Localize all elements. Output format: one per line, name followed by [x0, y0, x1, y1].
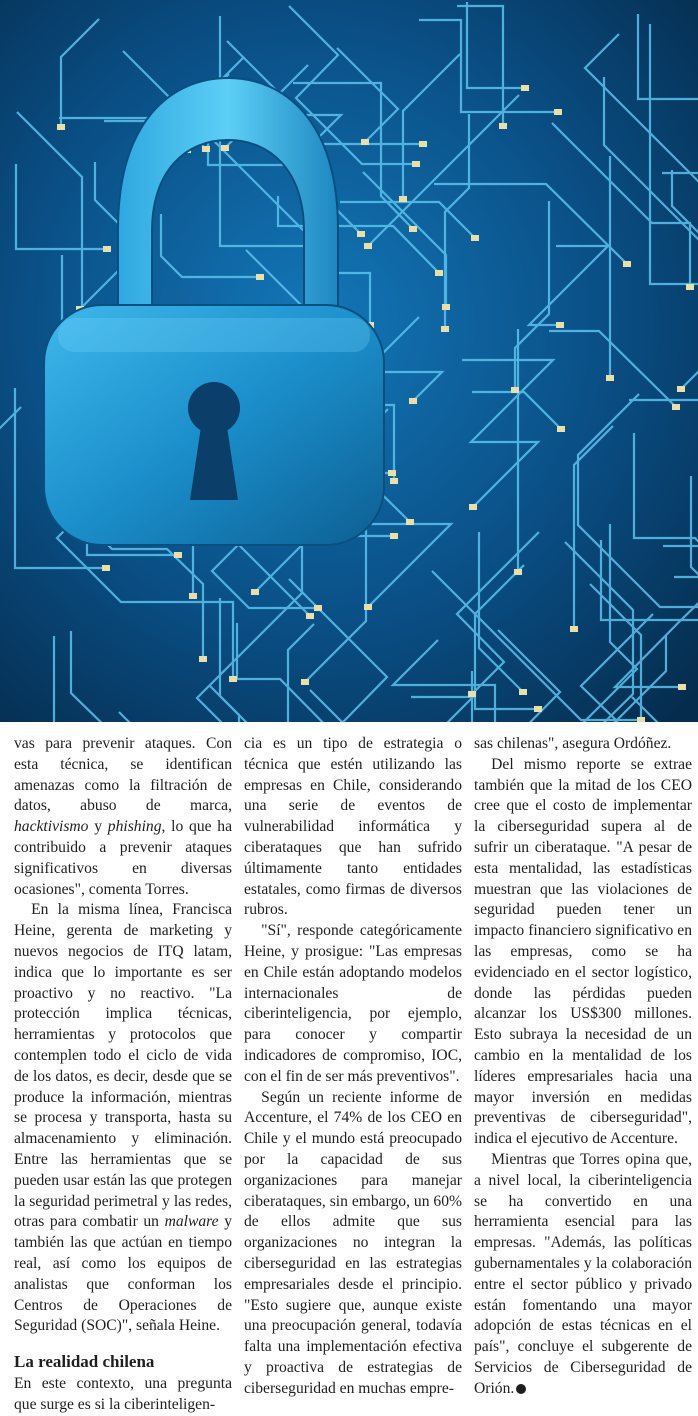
circuit-pad: [103, 246, 111, 252]
circuit-pad: [256, 274, 264, 280]
article-columns: [14, 734, 692, 1416]
circuit-pad: [412, 161, 420, 167]
circuit-pad: [306, 613, 314, 619]
circuit-pad: [534, 706, 542, 712]
circuit-pad: [409, 226, 417, 232]
paragraph: Mientras que Torres opina que, a nivel local, la ciberinteligencia se ha convertido en una herramienta esencial para las empresas. "Además, las políticas gubernamentales y la colaboración entre el sector público y privado están fomentando una mayor adopción de estas técnicas en el país", concluye el subgerente de Servicios de Ciberseguridad de Orión. P: [474, 1150, 692, 1397]
circuit-pad: [672, 404, 680, 410]
circuit-pad: [409, 398, 417, 404]
circuit-pad: [686, 284, 694, 290]
circuit-pad: [471, 235, 479, 241]
column-1: [14, 734, 232, 1416]
circuit-pad: [102, 565, 110, 571]
subheading: La realidad chilena: [14, 1352, 155, 1372]
paragraph: cia es un tipo de estrategia o técnica que estén utilizando las empresas en Chile, considerando una serie de eventos de vulnerabilidad informática y ciberataques que han sufrido últimamente tanto entidades estatales, como firmas de diversos rubros.: [244, 735, 462, 919]
circuit-pad: [390, 533, 398, 539]
circuit-pad: [442, 304, 450, 310]
circuit-pad: [557, 426, 565, 432]
circuit-pad: [399, 196, 407, 202]
paragraph: En este contexto, una pregunta que surge es si la ciberinteligen-: [14, 1375, 232, 1413]
circuit-pad: [301, 679, 309, 685]
circuit-pad: [519, 689, 527, 695]
paragraph: sas chilenas", asegura Ordóñez.: [474, 735, 672, 752]
circuit-pad: [364, 243, 372, 249]
circuit-pad: [419, 141, 427, 147]
circuit-pad: [251, 589, 259, 595]
circuit-pad: [468, 691, 476, 697]
circuit-pad: [637, 717, 645, 722]
paragraph: vas para prevenir ataques. Con esta técnica, se identifican amenazas como la filtración de datos, abuso de marca, hacktivismo y phishing, lo que ha contribuido a prevenir ataques significativos en diversas ocasiones", comenta Torres.: [14, 735, 232, 898]
circuit-pad: [361, 139, 369, 145]
circuit-pad: [677, 386, 685, 392]
circuit-pad: [314, 605, 322, 611]
column-3: [474, 734, 692, 1416]
circuit-pad: [606, 375, 614, 381]
circuit-pad: [174, 552, 182, 558]
circuit-pad: [364, 604, 372, 610]
circuit-pad: [202, 146, 210, 152]
circuit-pad: [189, 593, 197, 599]
circuit-pad: [678, 684, 686, 690]
column-2: [244, 734, 462, 1416]
circuit-pad: [623, 261, 631, 267]
circuit-pad: [570, 626, 578, 632]
circuit-pad: [388, 470, 396, 476]
paragraph: En la misma línea, Francisca Heine, gerenta de marketing y nuevos negocios de ITQ latam, indica que lo importante es ser proactivo y no reactivo. "La protección implica técnicas, herramientas y protocolos que contemplen todo el ciclo de vida de los datos, es decir, desde que se produce la información, mientras se procesa y transporta, hasta su almacenamiento y eliminación. Entre las herramientas que se pueden usar están las que protegen la seguridad perimetral y las redes, otras para combatir un malware y también las que actúan en tiempo real, así como los equipos de analistas que conforman los Centros de Operaciones de Seguridad (SOC)", señala Heine.: [14, 901, 232, 1335]
paragraph: "Sí", responde categóricamente Heine, y prosigue: "Las empresas en Chile están adoptando modelos internacionales de ciberinteligencia, por ejemplo, para conocer y compartir indicadores de compromiso, IOC, con el fin de ser más preventivos".: [244, 922, 462, 1085]
circuit-pad: [406, 519, 414, 525]
circuit-pad: [357, 231, 365, 237]
circuit-pad: [441, 326, 449, 332]
paragraph: Del mismo reporte se extrae también que la mitad de los CEO cree que el costo de implementar la ciberseguridad supera al de sufrir un ciberataque. "A pesar de esta mentalidad, las estadísticas muestran que las violaciones de seguridad pueden tener un impacto financiero significativo en las empresas, como se ha evidenciado en el sector logístico, donde las pérdidas pueden alcanzar los US$300 millones. Esto subraya la necesidad de un cambio en la mentalidad de los líderes empresariales hacia una mayor inversión en medidas preventivas de ciberseguridad", indica el ejecutivo de Accenture.: [474, 755, 692, 1148]
circuit-pad: [511, 387, 519, 393]
circuit-pad: [199, 656, 207, 662]
circuit-pad: [514, 569, 522, 575]
circuit-pad: [221, 145, 229, 151]
circuit-pad: [499, 123, 507, 129]
circuit-pad: [554, 109, 562, 115]
paragraph: Según un reciente informe de Accenture, el 74% de los CEO en Chile y el mundo está preocupado por la capacidad de sus organizaciones para manejar ciberataques, sin embargo, un 60% de ellos admite que sus organizaciones no integran la ciberseguridad en las estrategias empresariales desde el principio. "Esto sugiere que, aunque existe una preocupación general, todavía falta una implementación efectiva y proactiva de estrategias de ciberseguridad en muchas empre-: [244, 1088, 462, 1397]
circuit-pad: [435, 270, 443, 276]
circuit-pad: [229, 676, 237, 682]
end-mark-icon: P: [516, 1384, 526, 1394]
circuit-pad: [469, 504, 477, 510]
circuit-pad: [57, 124, 65, 130]
circuit-pad: [390, 478, 398, 484]
circuit-pad: [556, 322, 564, 328]
circuit-pad: [521, 85, 529, 91]
